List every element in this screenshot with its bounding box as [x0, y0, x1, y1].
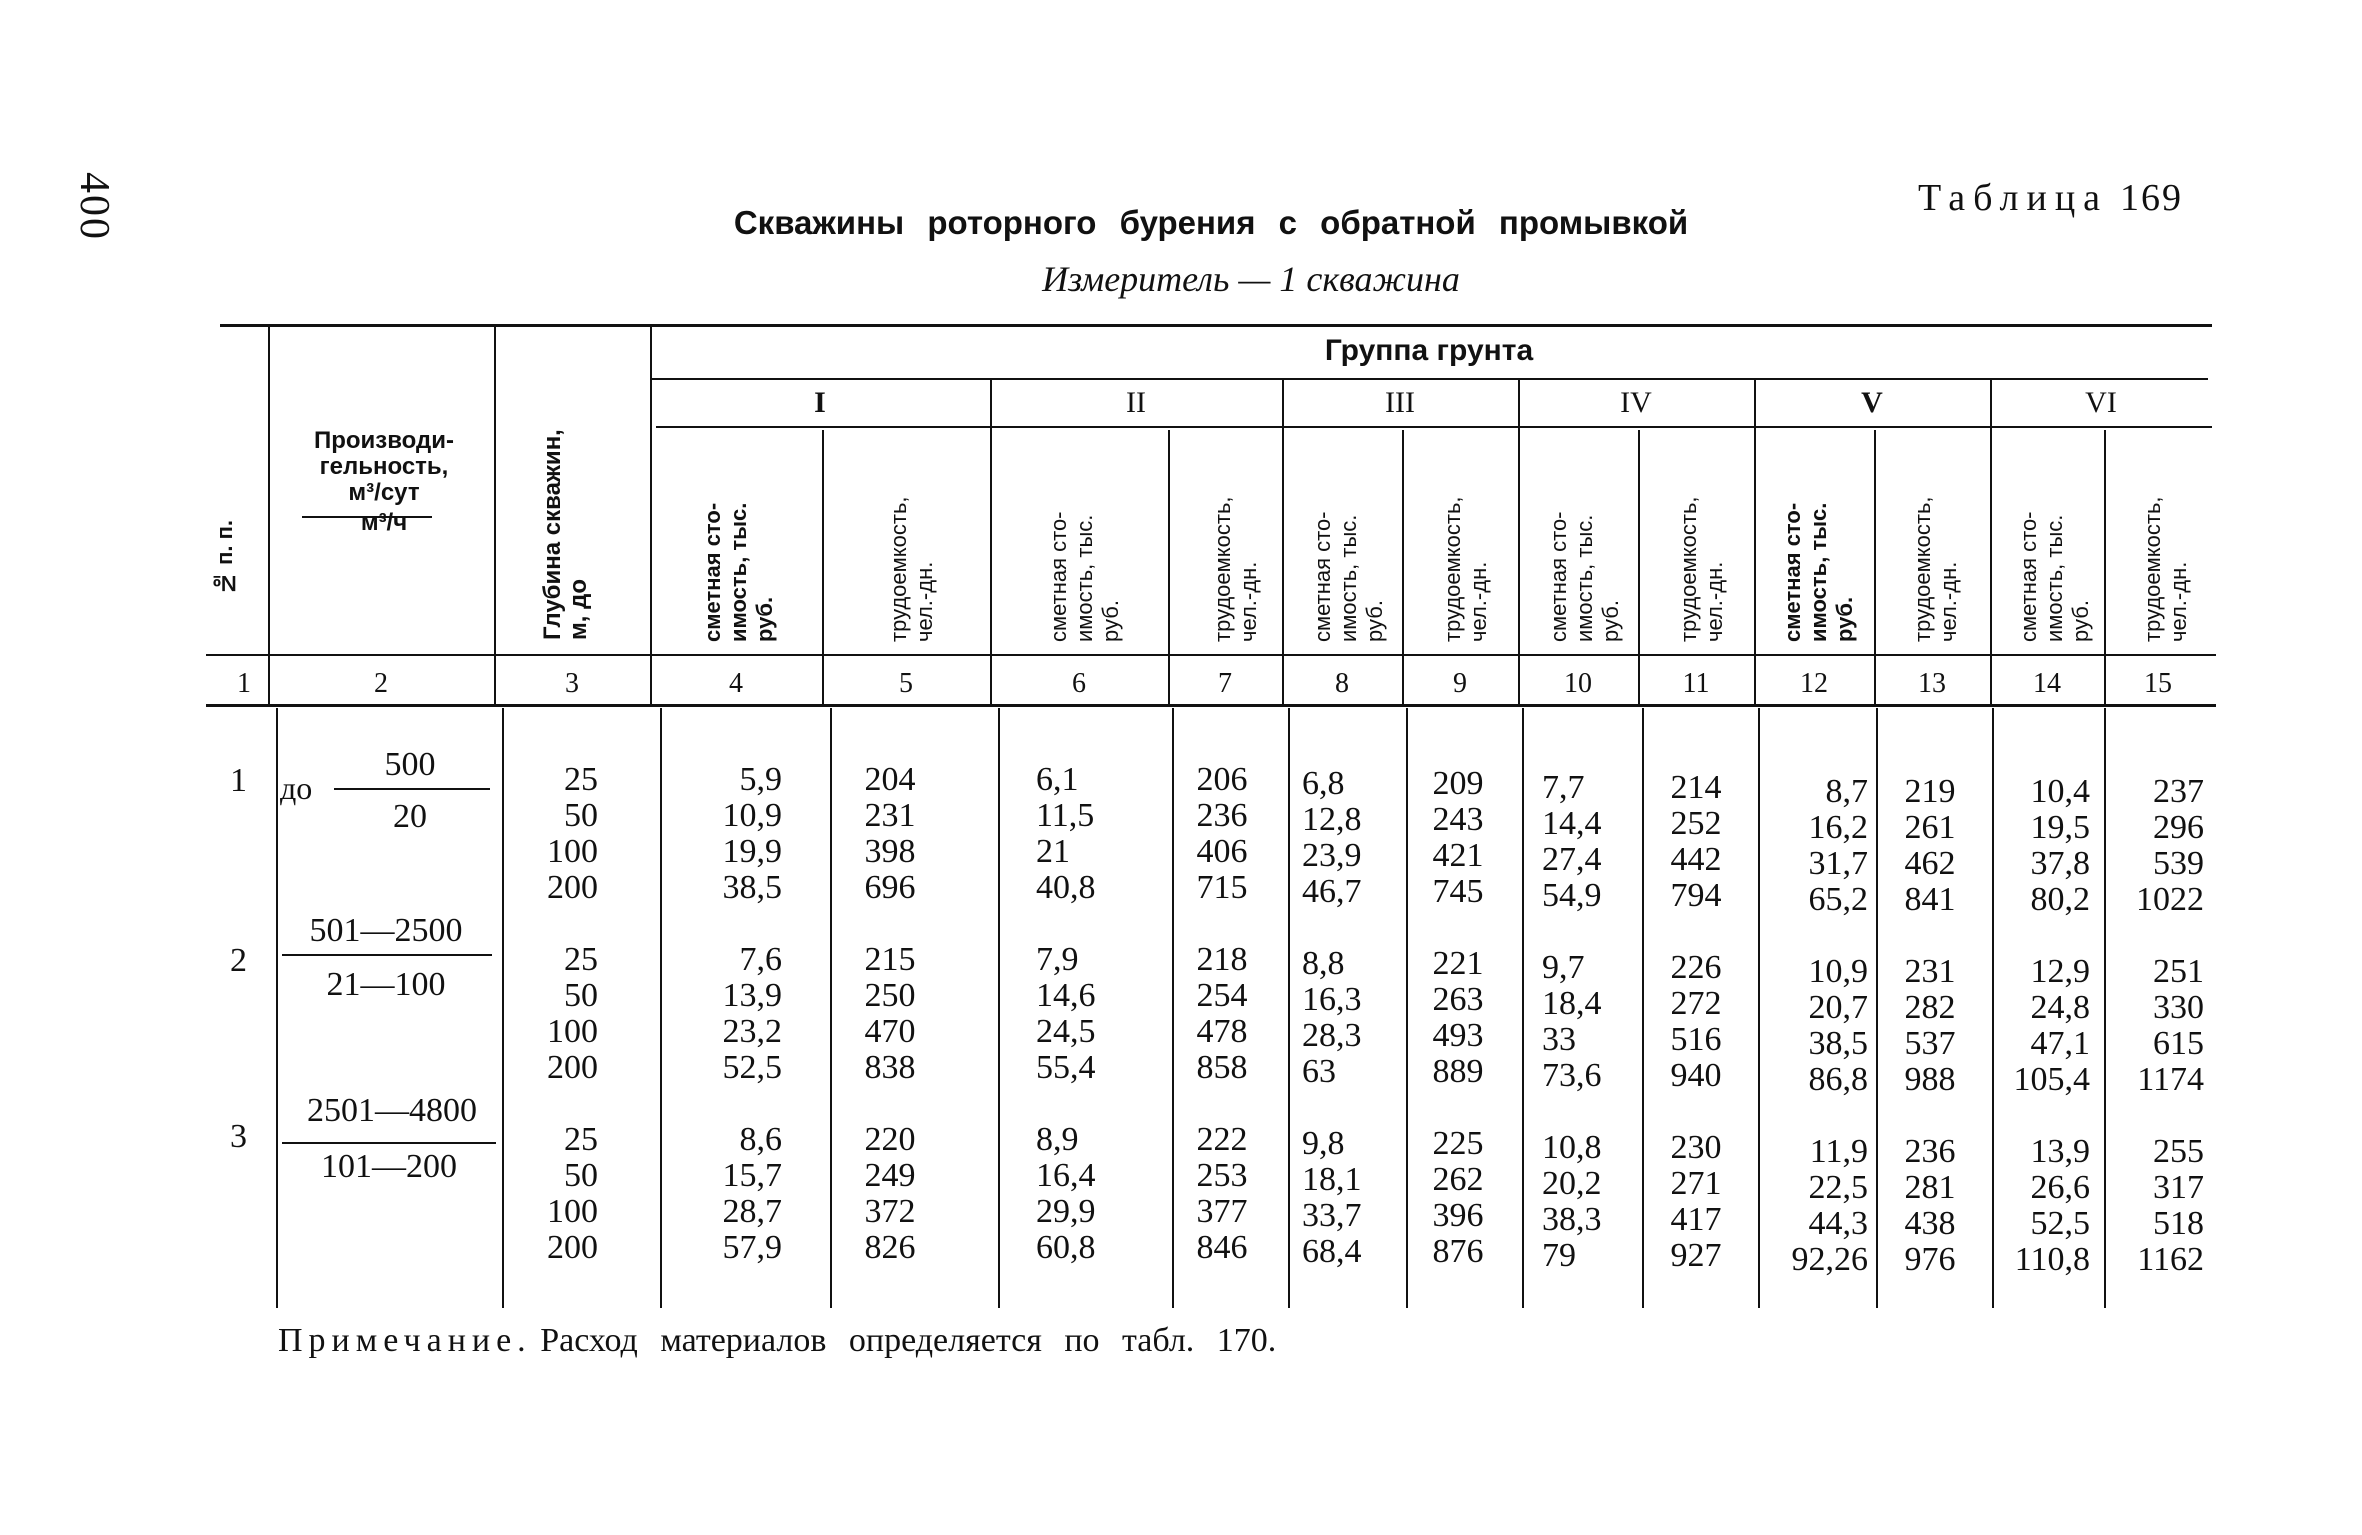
vline: [1518, 378, 1520, 704]
labor-group-IV: 214 252 442 794 226 272 516 940 230 271 417 927: [1670, 769, 1722, 1274]
header-labor: трудоемкость, чел.-дн.: [886, 496, 937, 642]
vline: [822, 430, 824, 704]
row-number: 1: [230, 762, 247, 799]
productivity-per-day: 2501—4800: [307, 1092, 477, 1129]
fraction-line: [334, 788, 490, 790]
column-number: 13: [1918, 668, 1946, 699]
row-number: 3: [230, 1118, 247, 1155]
labor-group-I: 204 231 398 696 215 250 470 838 220 249 372 826: [864, 761, 916, 1266]
productivity-per-day: 500: [384, 746, 436, 783]
cost-group-IV: 7,7 14,4 27,4 54,9 9,7 18,4 33 73,6 10,8 20,2 38,3 79: [1542, 769, 1602, 1274]
group-VI: VI: [2085, 386, 2117, 419]
vline: [1402, 430, 1404, 704]
vline-body: [502, 708, 504, 1308]
table-label-word: Таблица: [1918, 177, 2109, 219]
column-number: 14: [2033, 668, 2061, 699]
column-number: 1: [237, 668, 251, 699]
column-number: 7: [1218, 668, 1232, 699]
header-cost: сметная сто- имость, тыс. руб.: [1780, 502, 1857, 642]
vline: [990, 378, 992, 704]
header-labor: трудоемкость, чел.-дн.: [2140, 496, 2191, 642]
group-II: II: [1126, 386, 1146, 419]
column-number: 5: [899, 668, 913, 699]
header-labor: трудоемкость, чел.-дн.: [1676, 496, 1727, 642]
header-productivity-line2: гельность,: [319, 453, 449, 480]
vline: [1282, 378, 1284, 704]
header-depth: Глубина скважин, м, до: [539, 429, 592, 640]
table-note: [278, 1322, 1276, 1360]
column-number: 12: [1800, 668, 1828, 699]
fraction-line: [282, 954, 492, 956]
labor-group-II: 206 236 406 715 218 254 478 858 222 253 377 846: [1196, 761, 1248, 1266]
productivity-per-hour: 101—200: [321, 1148, 457, 1185]
header-labor: трудоемкость, чел.-дн.: [1910, 496, 1961, 642]
vline-body: [276, 708, 278, 1308]
header-labor: трудоемкость, чел.-дн.: [1440, 496, 1491, 642]
vline-body: [830, 708, 832, 1308]
header-productivity: [294, 428, 474, 536]
vline: [1638, 430, 1640, 704]
header-row-number: № п. п.: [212, 520, 237, 597]
vline: [2104, 430, 2106, 704]
productivity-per-hour: 20: [393, 798, 427, 835]
productivity-per-day: 501—2500: [309, 912, 463, 949]
header-cost: сметная сто- имость, тыс. руб.: [1046, 511, 1123, 642]
rule-top: [220, 324, 2212, 327]
column-number: 10: [1564, 668, 1592, 699]
vline: [1874, 430, 1876, 704]
productivity-per-hour: 21—100: [326, 966, 446, 1003]
group-V: V: [1861, 386, 1883, 419]
rule-colnum-bottom: [206, 704, 2216, 707]
note-lead: Примечание.: [278, 1322, 532, 1359]
column-number: 8: [1335, 668, 1349, 699]
header-productivity-den: м³/ч: [360, 509, 408, 536]
rule-roman: [656, 426, 2212, 428]
header-productivity-num: м³/сут: [348, 479, 420, 506]
vline: [1754, 378, 1756, 704]
row-prefix: до: [280, 770, 313, 806]
table-number: 169: [2120, 177, 2184, 219]
labor-group-III: 209 243 421 745 221 263 493 889 225 262 396 876: [1432, 765, 1484, 1270]
vline: [494, 324, 496, 704]
group-IV: IV: [1620, 386, 1652, 419]
cost-group-V: 8,7 16,2 31,7 65,2 10,9 20,7 38,5 86,8 11,9 22,5 44,3 92,26: [1791, 773, 1868, 1278]
header-cost: сметная сто- имость, тыс. руб.: [1546, 511, 1623, 642]
cost-group-II: 6,1 11,5 21 40,8 7,9 14,6 24,5 55,4 8,9 16,4 29,9 60,8: [1036, 761, 1096, 1266]
depth-column: 25 50 100 200 25 50 100 200 25 50 100 200: [547, 761, 598, 1266]
cost-group-III: 6,8 12,8 23,9 46,7 8,8 16,3 28,3 63 9,8 18,1 33,7 68,4: [1302, 765, 1362, 1270]
column-number: 11: [1682, 668, 1710, 699]
vline-body: [660, 708, 662, 1308]
vline: [268, 324, 270, 704]
header-productivity-line1: Производи-: [313, 427, 454, 454]
column-number: 4: [729, 668, 743, 699]
rule-group: [650, 378, 2208, 380]
vline: [1990, 378, 1992, 704]
vline-body: [2104, 708, 2106, 1308]
header-cost: сметная сто- имость, тыс. руб.: [2016, 511, 2093, 642]
page-subtitle: Измеритель — 1 скважина: [1042, 259, 1460, 299]
fraction-line: [282, 1142, 496, 1144]
header-cost: сметная сто- имость, тыс. руб.: [700, 502, 777, 642]
rule-colnum-top: [206, 654, 2216, 656]
cost-group-I: 5,9 10,9 19,9 38,5 7,6 13,9 23,2 52,5 8,6 15,7 28,7 57,9: [722, 761, 782, 1266]
page-title: Скважины роторного бурения с обратной промывкой: [733, 204, 1689, 241]
header-labor: трудоемкость, чел.-дн.: [1210, 496, 1261, 642]
vline: [650, 324, 652, 704]
row-number: 2: [230, 942, 247, 979]
labor-group-VI: 237 296 539 1022 251 330 615 1174 255 317 518 1162: [2136, 773, 2204, 1278]
column-number: 15: [2144, 668, 2172, 699]
header-cost: сметная сто- имость, тыс. руб.: [1310, 511, 1387, 642]
cost-group-VI: 10,4 19,5 37,8 80,2 12,9 24,8 47,1 105,4 13,9 26,6 52,5 110,8: [2013, 773, 2090, 1278]
header-soil-group: Группа грунта: [1324, 334, 1534, 367]
column-number: 3: [565, 668, 579, 699]
note-text: Расход материалов определяется по табл. 170.: [540, 1322, 1277, 1359]
page-number: 400: [71, 172, 117, 241]
labor-group-V: 219 261 462 841 231 282 537 988 236 281 438 976: [1904, 773, 1956, 1278]
group-I: I: [814, 386, 826, 419]
vline: [1168, 430, 1170, 704]
column-number: 9: [1453, 668, 1467, 699]
column-number: 6: [1072, 668, 1086, 699]
group-III: III: [1385, 386, 1415, 419]
column-number: 2: [374, 668, 388, 699]
